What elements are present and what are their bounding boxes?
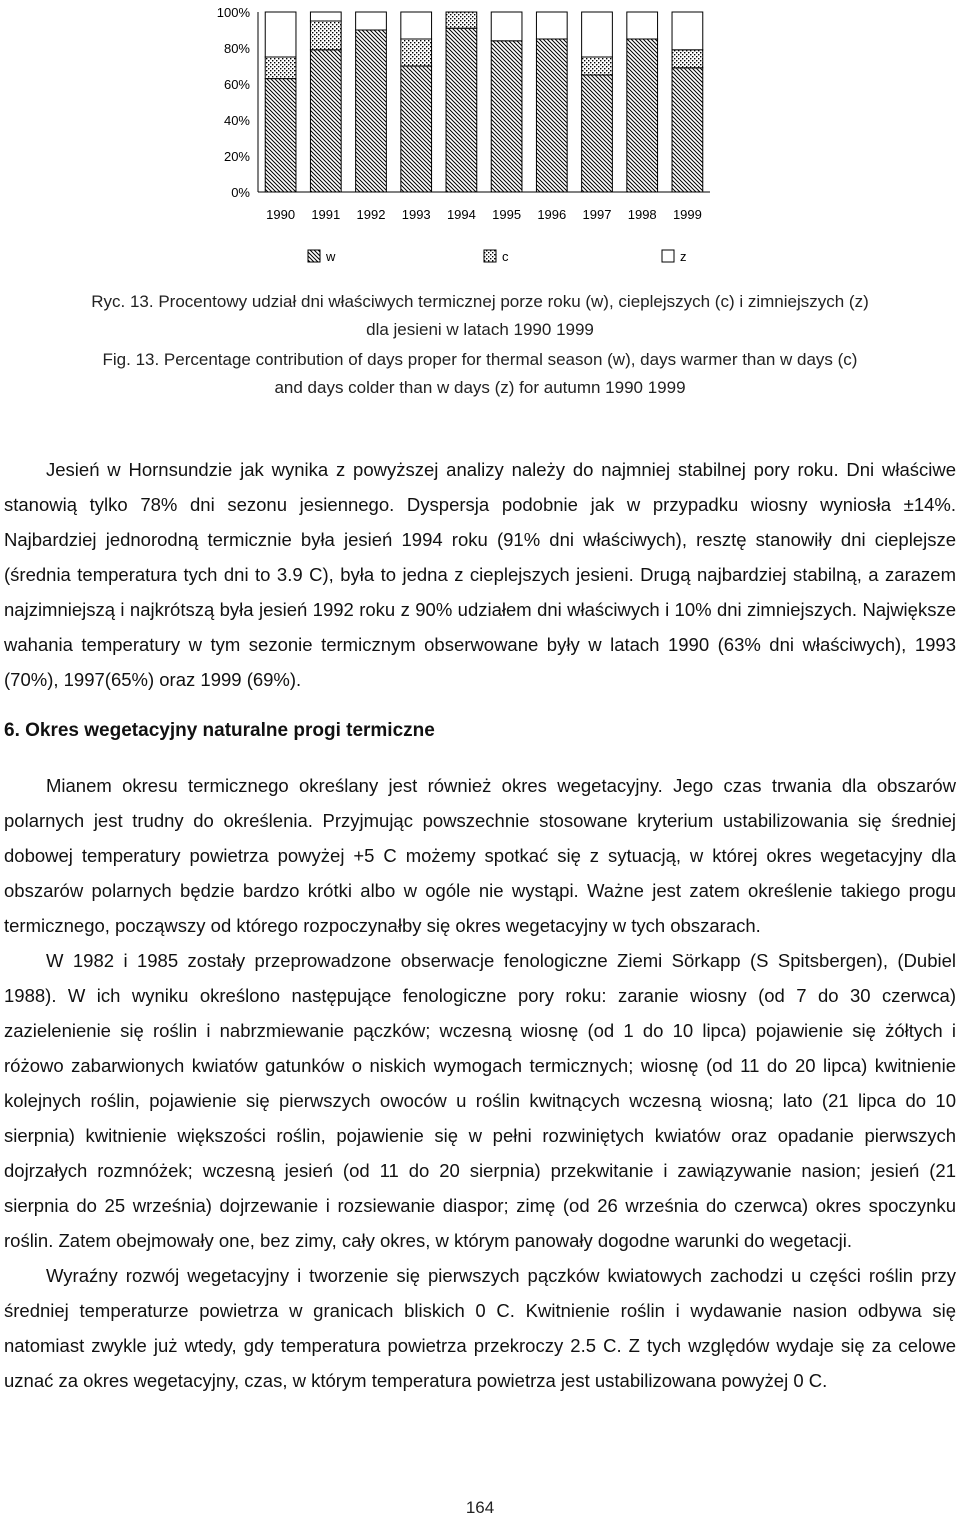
x-tick-label: 1990 <box>266 207 296 222</box>
bars <box>265 12 703 192</box>
bar-z-1993 <box>401 12 432 39</box>
x-tick-label: 1993 <box>401 207 431 222</box>
bar-z-1990 <box>265 12 296 57</box>
x-tick-label: 1994 <box>446 207 476 222</box>
section-body <box>4 768 956 1398</box>
bar-c-1991 <box>310 21 341 50</box>
bar-c-1993 <box>401 39 432 66</box>
x-tick-label: 1991 <box>311 207 341 222</box>
paragraph-3: W 1982 i 1985 zostały przeprowadzone obserwacje fenologiczne Ziemi Sörkapp (S Spitsbergen), (Dubiel 1988). W ich wyniku określono następujące fenologiczne pory roku: zaranie wiosny (od 7 do 30 czerwca) zazielenienie się roślin i nabrzmiewanie pączków; wczesną wiosnę (od 1 do 10 lipca) pojawienie się żółtych i różowo zabarwionych kwiatów gatunków o niskich wymogach termicznych; wiosnę (od 11 do 20 lipca) kwitnienie kolejnych roślin, pojawienie się pierwszych owoców u roślin kwitnących wczesną wiosną; lato (21 lipca do 10 sierpnia) kwitnienie większości roślin, pojawienie się w pełni rozwiniętych kwiatów oraz opadanie pierwszych dojrzałych rozmnóżek; wczesną jesień (od 11 do 20 sierpnia) przekwitanie i zawiązywanie nasion; jesień (21 sierpnia do 25 września) dojrzewanie i rozsiewanie diaspor; zimę (od 26 września do czerwca) okres spoczynku roślin. Zatem obejmowały one, bez zimy, cały okres, w którym panowały dogodne warunki do wegetacji. <box>4 950 956 1251</box>
bar-z-1995 <box>491 12 522 41</box>
legend-swatch-z <box>662 250 674 262</box>
bar-w-1991 <box>310 50 341 192</box>
paragraph-4: Wyraźny rozwój wegetacyjny i tworzenie się pierwszych pączków kwiatowych zachodzi u części roślin przy średniej temperaturze powietrza w granicach bliskich 0 C. Kwitnienie roślin i wydawanie nasion odbywa się natomiast zwykle już wtedy, gdy temperatura powietrza przekroczy 2.5 C. Z tych względów wydaje się za celowe uznać za okres wegetacyjny, czas, w którym temperatura powietrza jest ustabilizowana powyżej 0 C. <box>4 1265 956 1391</box>
x-tick-label: 1992 <box>356 207 386 222</box>
x-tick-label: 1996 <box>537 207 567 222</box>
x-tick-label: 1995 <box>492 207 522 222</box>
bar-w-1990 <box>265 79 296 192</box>
x-axis <box>258 192 710 222</box>
caption-en-line1: Fig. 13. Percentage contribution of days proper for thermal season (w), days warmer than w days (c) <box>102 350 858 369</box>
y-tick-label: 40% <box>223 113 250 128</box>
y-axis <box>217 5 258 200</box>
figure-caption-en <box>40 346 920 402</box>
bar-w-1993 <box>401 66 432 192</box>
bar-w-1999 <box>672 68 703 192</box>
caption-pl-line2: dla jesieni w latach 1990 1999 <box>366 320 594 339</box>
stacked-bar-chart <box>180 0 740 280</box>
y-tick-label: 20% <box>223 149 250 164</box>
legend-label-z: z <box>680 249 687 264</box>
bar-c-1994 <box>446 12 477 28</box>
y-tick-label: 0% <box>231 185 250 200</box>
paragraph-1: Jesień w Hornsundzie jak wynika z powyższej analizy należy do najmniej stabilnej pory roku. Dni właściwe stanowią tylko 78% dni sezonu jesiennego. Dyspersja podobnie jak w przypadku wiosny wyniosła ±14%. Najbardziej jednorodną termicznie była jesień 1994 roku (91% dni właściwych), resztę stanowiły dni cieplejsze (średnia temperatura tych dni to 3.9 C), była to jedna z cieplejszych jesieni. Drugą najbardziej stabilną, a zarazem najzimniejszą i najkrótszą była jesień 1992 roku z 90% udziałem dni właściwych i 10% dni zimniejszych. Największe wahania temperatury w tym sezonie termicznym obserwowane były w latach 1990 (63% dni właściwych), 1993 (70%), 1997(65%) oraz 1999 (69%). <box>4 459 956 690</box>
legend-label-c: c <box>502 249 509 264</box>
page-number: 164 <box>465 1498 495 1517</box>
legend-swatch-c <box>484 250 496 262</box>
bar-z-1999 <box>672 12 703 50</box>
x-tick-label: 1999 <box>672 207 702 222</box>
paragraph-autumn <box>4 452 956 697</box>
bar-z-1996 <box>536 12 567 39</box>
bar-z-1992 <box>356 12 387 30</box>
section-heading: 6. Okres wegetacyjny naturalne progi termiczne <box>4 720 435 741</box>
x-tick-label: 1997 <box>582 207 612 222</box>
bar-w-1992 <box>356 30 387 192</box>
x-tick-label: 1998 <box>627 207 657 222</box>
figure-caption-pl <box>40 288 920 344</box>
y-tick-label: 100% <box>216 5 250 20</box>
bar-w-1996 <box>536 39 567 192</box>
bar-w-1995 <box>491 41 522 192</box>
bar-c-1999 <box>672 50 703 68</box>
bar-w-1998 <box>627 39 658 192</box>
legend <box>308 249 687 264</box>
bar-c-1990 <box>265 57 296 79</box>
bar-w-1997 <box>582 75 613 192</box>
y-tick-label: 60% <box>223 77 250 92</box>
paragraph-2: Mianem okresu termicznego określany jest również okres wegetacyjny. Jego czas trwania dla obszarów polarnych jest trudny do określenia. Przyjmując powszechnie stosowane kryterium ustabilizowania się średniej dobowej temperatury powietrza powyżej +5 C możemy spotkać się z sytuacją, w której okres wegetacyjny dla obszarów polarnych będzie bardzo krótki albo w ogóle nie wystąpi. Ważne jest zatem określenie takiego progu termicznego, począwszy od którego rozpoczynałby się okres wegetacyjny w tych obszarach. <box>4 775 956 936</box>
legend-swatch-w <box>308 250 320 262</box>
y-tick-label: 80% <box>223 41 250 56</box>
legend-label-w: w <box>326 249 336 264</box>
caption-pl-line1: Ryc. 13. Procentowy udział dni właściwych termicznej porze roku (w), cieplejszych (c) i zimniejszych (z) <box>91 292 869 311</box>
bar-z-1998 <box>627 12 658 39</box>
caption-en-line2: and days colder than w days (z) for autumn 1990 1999 <box>274 378 686 397</box>
bar-z-1991 <box>310 12 341 21</box>
bar-z-1997 <box>582 12 613 57</box>
bar-c-1997 <box>582 57 613 75</box>
bar-w-1994 <box>446 28 477 192</box>
